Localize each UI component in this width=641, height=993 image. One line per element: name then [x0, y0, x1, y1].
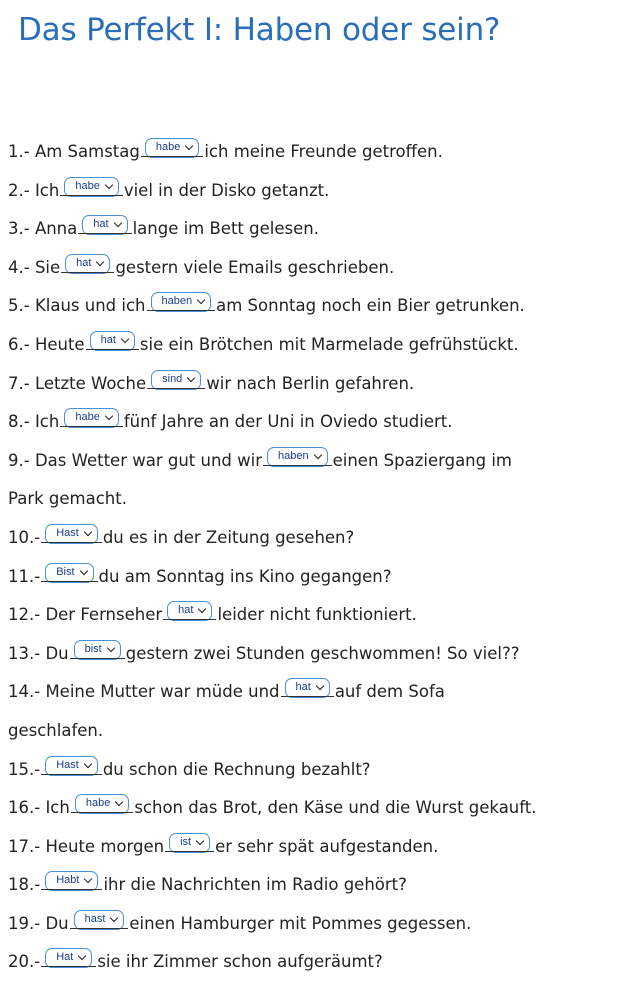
- sentence-text-after: fünf Jahre an der Uni in Oviedo studiert.: [123, 412, 453, 432]
- sentence-text-after: leider nicht funktioniert.: [217, 605, 417, 625]
- sentence-text-after: viel in der Disko getanzt.: [123, 180, 330, 200]
- answer-gap: [90, 328, 135, 348]
- sentence-9: [8, 442, 638, 481]
- chevron-down-icon: [84, 759, 92, 767]
- sentence-text-before: 16.- Ich: [8, 798, 70, 818]
- dropdown-value: hat: [76, 256, 92, 269]
- sentence-text-before: 12.- Der Fernseher: [8, 605, 163, 625]
- chevron-down-icon: [197, 296, 205, 304]
- answer-gap: [82, 212, 127, 232]
- answer-gap: [45, 753, 98, 773]
- sentence-6: [8, 326, 638, 365]
- answer-gap: [151, 289, 212, 309]
- sentence-text-after: sie ein Brötchen mit Marmelade gefrühstückt.: [139, 334, 519, 354]
- sentence-14-continuation: [8, 712, 638, 751]
- sentence-19: [8, 905, 638, 944]
- answer-dropdown-2[interactable]: [64, 177, 118, 197]
- answer-dropdown-6[interactable]: [90, 331, 135, 351]
- sentence-1: [8, 133, 638, 172]
- sentence-text-after: schon das Brot, den Käse und die Wurst gekauft.: [134, 798, 537, 818]
- dropdown-value: Habt: [56, 874, 80, 887]
- sentence-text-before: 2.- Ich: [8, 180, 60, 200]
- sentence-text-before: 10.-: [8, 527, 41, 547]
- sentence-text-before: 17.- Heute morgen: [8, 836, 165, 856]
- dropdown-value: hat: [178, 604, 194, 617]
- sentence-text-before: 8.- Ich: [8, 412, 60, 432]
- page-title: Das Perfekt I: Haben oder sein?: [18, 12, 501, 48]
- dropdown-value: haben: [161, 295, 193, 308]
- sentence-text-before: 5.- Klaus und ich: [8, 296, 146, 316]
- dropdown-value: Hat: [56, 951, 74, 964]
- dropdown-value: hat: [295, 681, 311, 694]
- dropdown-value: sind: [162, 372, 183, 385]
- answer-dropdown-13[interactable]: [74, 640, 121, 660]
- answer-gap: [45, 868, 98, 888]
- sentence-text-before: 4.- Sie: [8, 257, 61, 277]
- answer-dropdown-7[interactable]: [151, 370, 201, 390]
- sentence-text-before: 7.- Letzte Woche: [8, 373, 147, 393]
- answer-gap: [285, 675, 330, 695]
- answer-gap: [45, 945, 92, 965]
- sentence-text-before: 9.- Das Wetter war gut und wir: [8, 450, 262, 470]
- sentence-text-before: 1.- Am Samstag: [8, 142, 140, 161]
- sentence-10: [8, 519, 638, 558]
- sentence-2: [8, 172, 638, 211]
- sentence-5: [8, 287, 638, 326]
- sentence-13: [8, 635, 638, 674]
- dropdown-value: Hast: [56, 758, 79, 771]
- answer-gap: [74, 637, 121, 657]
- chevron-down-icon: [115, 798, 123, 806]
- sentence-text-before: 19.- Du: [8, 913, 69, 933]
- dropdown-value: hat: [100, 333, 116, 346]
- chevron-down-icon: [84, 528, 92, 536]
- answer-gap: [65, 251, 110, 271]
- answer-dropdown-5[interactable]: [151, 292, 212, 312]
- sentence-text-after: gestern zwei Stunden geschwommen! So viel??: [125, 643, 520, 663]
- sentence-text-after: du schon die Rechnung bezahlt?: [102, 759, 371, 779]
- sentence-3: [8, 210, 638, 249]
- answer-gap: [45, 521, 98, 541]
- sentence-18: [8, 866, 638, 905]
- chevron-down-icon: [78, 952, 86, 960]
- answer-dropdown-16[interactable]: [75, 794, 129, 814]
- sentence-text-after: du am Sonntag ins Kino gegangen?: [98, 566, 392, 586]
- sentence-text-before: 20.-: [8, 952, 41, 972]
- answer-dropdown-12[interactable]: [167, 601, 212, 621]
- dropdown-value: habe: [85, 797, 111, 810]
- sentence-text-after: einen Hamburger mit Pommes gegessen.: [129, 913, 472, 933]
- sentence-11: [8, 558, 638, 597]
- dropdown-value: ist: [180, 835, 192, 848]
- chevron-down-icon: [96, 258, 104, 266]
- answer-dropdown-3[interactable]: [82, 215, 127, 235]
- answer-gap: [75, 791, 129, 811]
- chevron-down-icon: [84, 875, 92, 883]
- sentence-text-after: sie ihr Zimmer schon aufgeräumt?: [97, 952, 383, 972]
- chevron-down-icon: [121, 335, 129, 343]
- sentence-text-before: 3.- Anna: [8, 219, 78, 239]
- dropdown-value: habe: [75, 411, 100, 424]
- dropdown-value: habe: [75, 179, 100, 192]
- answer-gap: [151, 367, 201, 387]
- answer-dropdown-11[interactable]: [45, 563, 93, 583]
- chevron-down-icon: [106, 643, 114, 651]
- sentence-7: [8, 365, 638, 404]
- answer-gap: [45, 560, 93, 580]
- dropdown-value: hast: [84, 912, 106, 925]
- chevron-down-icon: [105, 180, 113, 188]
- sentence-16: [8, 789, 638, 828]
- answer-gap: [145, 135, 199, 155]
- sentence-text-before: 11.-: [8, 566, 41, 586]
- chevron-down-icon: [313, 451, 321, 459]
- answer-dropdown-9[interactable]: [267, 447, 328, 467]
- sentence-text-before: 14.- Meine Mutter war müde und: [8, 682, 280, 702]
- chevron-down-icon: [79, 566, 87, 574]
- sentence-text-after: er sehr spät aufgestanden.: [215, 836, 439, 856]
- answer-gap: [64, 174, 118, 194]
- dropdown-value: habe: [155, 141, 181, 153]
- answer-dropdown-1[interactable]: [145, 138, 199, 158]
- answer-gap: [169, 830, 210, 850]
- dropdown-value: Hast: [56, 526, 79, 539]
- sentence-text-after: wir nach Berlin gefahren.: [206, 373, 415, 393]
- sentence-text-after: du es in der Zeitung gesehen?: [102, 527, 355, 547]
- chevron-down-icon: [198, 605, 206, 613]
- answer-dropdown-15[interactable]: [45, 756, 98, 776]
- answer-gap: [267, 444, 328, 464]
- answer-dropdown-20[interactable]: [45, 948, 92, 968]
- sentence-4: [8, 249, 638, 288]
- chevron-down-icon: [316, 682, 324, 690]
- sentence-17: [8, 828, 638, 867]
- sentence-15: [8, 751, 638, 790]
- chevron-down-icon: [187, 373, 195, 381]
- sentence-text-after: einen Spaziergang im: [332, 450, 513, 470]
- sentence-text-before: 6.- Heute: [8, 334, 85, 354]
- sentence-text-before: 18.-: [8, 875, 41, 895]
- answer-gap: [74, 907, 125, 927]
- sentence-14: [8, 673, 638, 712]
- dropdown-value: haben: [278, 449, 309, 462]
- answer-dropdown-19[interactable]: [74, 910, 125, 930]
- sentence-text-after: gestern viele Emails geschrieben.: [115, 257, 395, 277]
- sentence-text-before: 15.-: [8, 759, 41, 779]
- sentence-12: [8, 596, 638, 635]
- answer-dropdown-10[interactable]: [45, 524, 98, 544]
- sentence-text: Park gemacht.: [8, 489, 127, 509]
- answer-gap: [64, 405, 118, 425]
- answer-dropdown-8[interactable]: [64, 408, 118, 428]
- chevron-down-icon: [113, 219, 121, 227]
- sentence-text-after: ihr die Nachrichten im Radio gehört?: [103, 875, 407, 895]
- dropdown-value: hat: [93, 218, 109, 231]
- sentence-text-after: am Sonntag noch ein Bier getrunken.: [216, 296, 525, 316]
- dropdown-value: Bist: [56, 565, 75, 578]
- answer-dropdown-14[interactable]: [285, 678, 330, 698]
- sentence-text: geschlafen.: [8, 720, 104, 740]
- sentence-text-after: ich meine Freunde getroffen.: [204, 142, 443, 161]
- answer-dropdown-18[interactable]: [45, 871, 98, 891]
- sentence-8: [8, 403, 638, 442]
- answer-dropdown-17[interactable]: [169, 833, 210, 853]
- sentence-text-before: 13.- Du: [8, 643, 69, 663]
- dropdown-value: bist: [84, 642, 102, 655]
- exercise-list: [8, 133, 638, 982]
- sentence-9-continuation: [8, 480, 638, 519]
- chevron-down-icon: [105, 412, 113, 420]
- chevron-down-icon: [185, 142, 193, 150]
- answer-dropdown-4[interactable]: [65, 254, 110, 274]
- chevron-down-icon: [110, 914, 118, 922]
- sentence-text-after: lange im Bett gelesen.: [132, 219, 319, 239]
- chevron-down-icon: [196, 836, 204, 844]
- sentence-20: [8, 943, 638, 982]
- answer-gap: [167, 598, 212, 618]
- sentence-text-after: auf dem Sofa: [334, 682, 445, 702]
